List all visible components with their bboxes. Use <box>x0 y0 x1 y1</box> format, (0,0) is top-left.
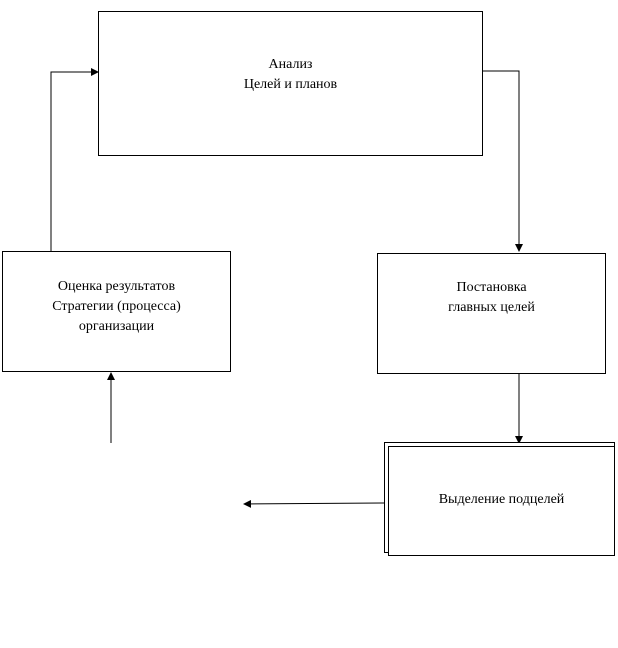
node-evaluation-line3: организации <box>78 319 155 334</box>
node-analysis <box>98 11 483 156</box>
arrow-subgoals-to-left <box>244 503 384 504</box>
node-subgoals-line1: Выделение подцелей <box>438 492 565 507</box>
node-main-goals-line2: главных целей <box>448 300 535 315</box>
arrow-evaluation-to-analysis <box>51 72 98 251</box>
node-analysis-line1: Анализ <box>268 57 313 72</box>
node-main-goals-line1: Постановка <box>456 280 527 295</box>
node-subgoals <box>388 446 615 556</box>
node-evaluation-line1: Оценка результатов <box>57 279 176 294</box>
node-analysis-line2: Целей и планов <box>243 77 338 92</box>
arrow-analysis-to-goals <box>483 71 519 251</box>
node-main-goals <box>377 253 606 374</box>
node-evaluation-line2: Стратегии (процесса) <box>52 299 181 314</box>
node-evaluation <box>2 251 231 372</box>
